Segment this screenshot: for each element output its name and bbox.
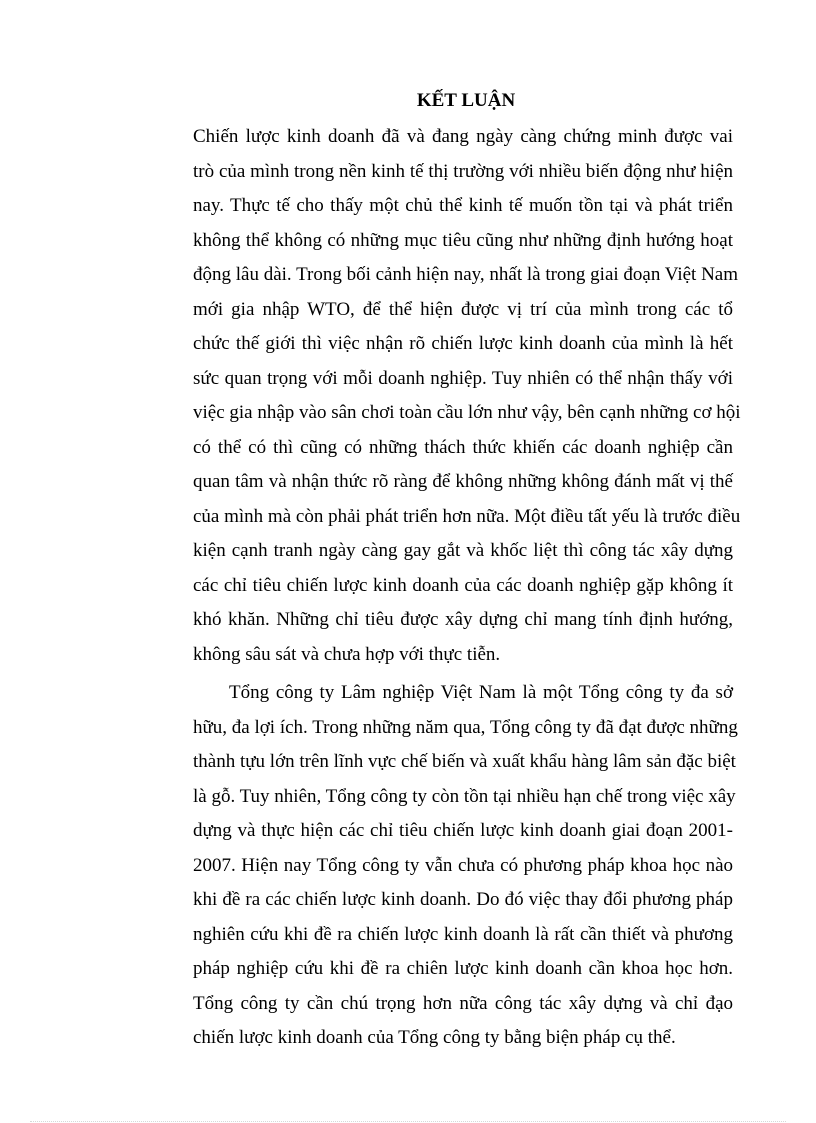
document-body <box>193 86 741 1056</box>
text-line: các chỉ tiêu chiến lược kinh doanh của các doanh nghiệp gặp không ít <box>193 574 733 596</box>
text-line: việc gia nhập vào sân chơi toàn cầu lớn như vậy, bên cạnh những cơ hội <box>193 402 741 423</box>
paragraph-2 <box>193 676 738 1056</box>
text-line: khi đề ra các chiến lược kinh doanh. Do đó việc thay đổi phương pháp <box>193 889 733 910</box>
text-line: 2007. Hiện nay Tổng công ty vẫn chưa có phương pháp khoa học nào <box>193 854 733 876</box>
text-line: dựng và thực hiện các chỉ tiêu chiến lược kinh doanh giai đoạn 2001- <box>193 820 733 841</box>
text-line: nay. Thực tế cho thấy một chủ thể kinh tế muốn tồn tại và phát triển <box>193 195 733 216</box>
text-line: sức quan trọng với mỗi doanh nghiệp. Tuy nhiên có thể nhận thấy với <box>193 367 733 389</box>
text-line: trò của mình trong nền kinh tế thị trường với nhiều biến động như hiện <box>193 160 733 182</box>
text-line: quan tâm và nhận thức rõ ràng để không những không đánh mất vị thế <box>193 471 733 492</box>
text-line: nghiên cứu khi đề ra chiến lược kinh doanh là rất cần thiết và phương <box>193 923 733 945</box>
text-line: Tổng công ty cần chú trọng hơn nữa công tác xây dựng và chỉ đạo <box>193 992 733 1014</box>
page-title: KẾT LUẬN <box>416 90 516 111</box>
text-line: hữu, đa lợi ích. Trong những năm qua, Tổng công ty đã đạt được những <box>193 716 738 738</box>
text-line: mới gia nhập WTO, để thể hiện được vị trí của mình trong các tổ <box>193 298 733 320</box>
text-line: không thể không có những mục tiêu cũng như những định hướng hoạt <box>193 229 733 251</box>
text-line: chức thế giới thì việc nhận rõ chiến lược kinh doanh của mình là hết <box>193 333 733 354</box>
text-line: Tổng công ty Lâm nghiệp Việt Nam là một Tổng công ty đa sở <box>229 682 733 703</box>
text-line: không sâu sát và chưa hợp với thực tiễn. <box>193 643 501 665</box>
text-line: Chiến lược kinh doanh đã và đang ngày càng chứng minh được vai <box>193 126 733 147</box>
text-line: khó khăn. Những chỉ tiêu được xây dựng chỉ mang tính định hướng, <box>193 609 733 630</box>
paragraph-1 <box>193 120 741 672</box>
text-line: kiện cạnh tranh ngày càng gay gắt và khốc liệt thì công tác xây dựng <box>193 540 733 561</box>
text-line: chiến lược kinh doanh của Tổng công ty bằng biện pháp cụ thể. <box>193 1027 676 1048</box>
text-line: có thể có thì cũng có những thách thức khiến các doanh nghiệp cần <box>193 436 733 458</box>
page-bottom-divider <box>30 1121 786 1122</box>
text-line: thành tựu lớn trên lĩnh vực chế biến và xuất khẩu hàng lâm sản đặc biệt <box>193 751 736 772</box>
text-line: là gỗ. Tuy nhiên, Tổng công ty còn tồn tại nhiều hạn chế trong việc xây <box>193 785 736 807</box>
text-line: của mình mà còn phải phát triển hơn nữa. Một điều tất yếu là trước điều <box>193 505 741 527</box>
text-line: động lâu dài. Trong bối cảnh hiện nay, nhất là trong giai đoạn Việt Nam <box>193 264 739 285</box>
text-line: pháp nghiệp cứu khi đề ra chiên lược kinh doanh cần khoa học hơn. <box>193 958 733 979</box>
